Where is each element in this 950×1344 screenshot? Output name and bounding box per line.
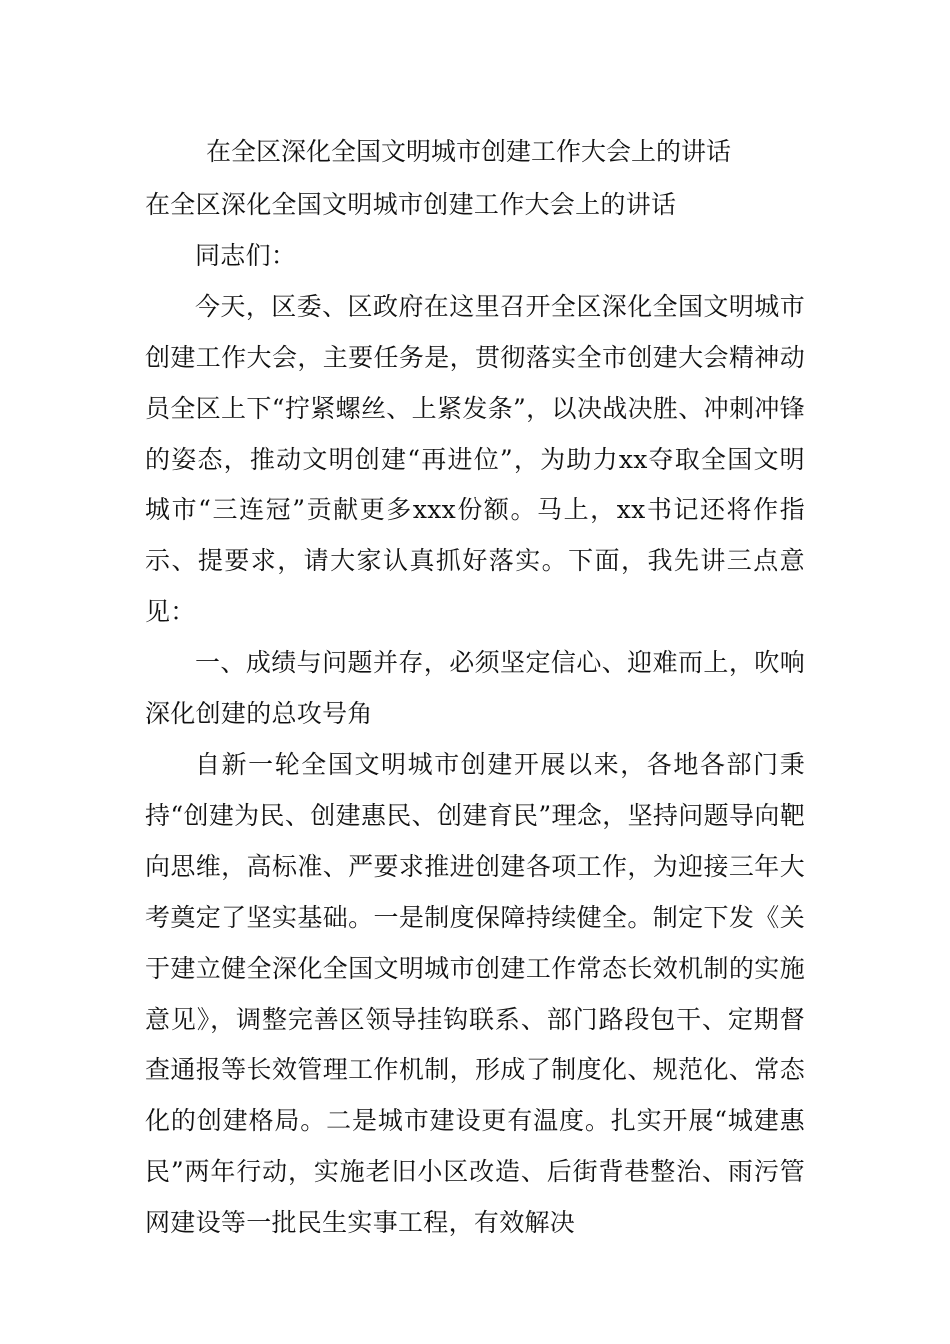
paragraph-body: 自新一轮全国文明城市创建开展以来，各地各部门秉持“创建为民、创建惠民、创建育民”理念，坚持问题导向靶向思维，高标准、严要求推进创建各项工作，为迎接三年大考奠定了坚实基础。一是制度保障持续健全。制定下发《关于建立健全深化全国文明城市创建工作常态长效机制的实施意见》，调整完善区领导挂钩联系、部门路段包干、定期督查通报等长效管理工作机制，形成了制度化、规范化、常态化的创建格局。二是城市建设更有温度。扎实开展“城建惠民”两年行动，实施老旧小区改造、后街背巷整治、雨污管网建设等一批民生实事工程，有效解决 <box>145 749 805 1238</box>
paragraph-section-heading: 一、成绩与问题并存，必须坚定信心、迎难而上，吹响深化创建的总攻号角 <box>145 648 805 729</box>
paragraph-intro: 今天，区委、区政府在这里召开全区深化全国文明城市创建工作大会，主要任务是，贯彻落实全市创建大会精神动员全区上下“拧紧螺丝、上紧发条”，以决战决胜、冲刺冲锋的姿态，推动文明创建“再进位”，为助力xx夺取全国文明城市“三连冠”贡献更多xxx份额。马上，xx书记还将作指示、提要求，请大家认真抓好落实。下面，我先讲三点意见： <box>145 291 805 627</box>
document-title: 在全区深化全国文明城市创建工作大会上的讲话 <box>206 137 732 166</box>
document-body <box>145 180 805 1249</box>
paragraph-heading: 在全区深化全国文明城市创建工作大会上的讲话 <box>145 190 677 219</box>
paragraph-salutation: 同志们： <box>195 240 297 270</box>
